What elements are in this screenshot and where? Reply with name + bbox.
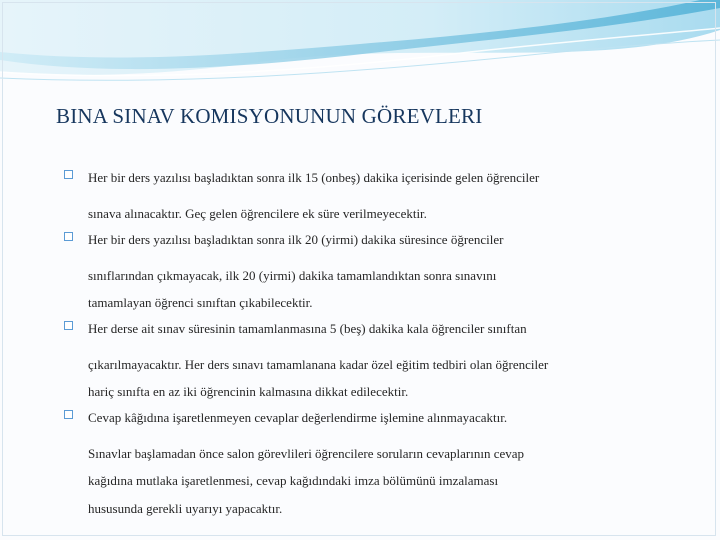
bullet-item xyxy=(64,166,664,228)
bullet-item xyxy=(64,228,664,317)
slide-title: BINA SINAV KOMISYONUNUN GÖREVLERI xyxy=(56,104,483,128)
bullet-text-line: Cevap kâğıdına işaretlenmeyen cevaplar değerlendirme işlemine alınmayacaktır. xyxy=(88,409,508,425)
square-bullet-icon xyxy=(64,410,73,419)
square-bullet-icon xyxy=(64,321,73,330)
bullet-item xyxy=(64,406,664,523)
bullet-text-line: Her bir ders yazılısı başladıktan sonra ilk 20 (yirmi) dakika süresince öğrenciler xyxy=(88,231,504,247)
square-bullet-icon xyxy=(64,170,73,179)
bullet-text-line: kağıdına mutlaka işaretlenmesi, cevap kağıdındaki imza bölümünü imzalaması xyxy=(88,473,499,488)
bullet-list xyxy=(64,166,664,522)
bullet-text-line: sınava alınacaktır. Geç gelen öğrencilere ek süre verilmeyecektir. xyxy=(88,206,427,221)
bullet-text-line: çıkarılmayacaktır. Her ders sınavı tamamlanana kadar özel eğitim tedbiri olan öğrenciler xyxy=(88,356,549,372)
bullet-text-line: Her derse ait sınav süresinin tamamlanmasına 5 (beş) dakika kala öğrenciler sınıftan xyxy=(88,320,527,336)
bullet-text-line: tamamlayan öğrenci sınıftan çıkabilecektir. xyxy=(88,295,313,310)
square-bullet-icon xyxy=(64,232,73,241)
bullet-text-line: hususunda gerekli uyarıyı yapacaktır. xyxy=(88,500,283,516)
bullet-text-line: hariç sınıfta en az iki öğrencinin kalmasına dikkat edilecektir. xyxy=(88,384,409,399)
bullet-item xyxy=(64,317,664,406)
bullet-text-line: Her bir ders yazılısı başladıktan sonra ilk 15 (onbeş) dakika içerisinde gelen öğrenciler xyxy=(88,170,540,185)
bullet-text-line: Sınavlar başlamadan önce salon görevlileri öğrencilere soruların cevaplarının cevap xyxy=(88,445,525,461)
bullet-text-line: sınıflarından çıkmayacak, ilk 20 (yirmi) dakika tamamlandıktan sonra sınavını xyxy=(88,267,497,283)
